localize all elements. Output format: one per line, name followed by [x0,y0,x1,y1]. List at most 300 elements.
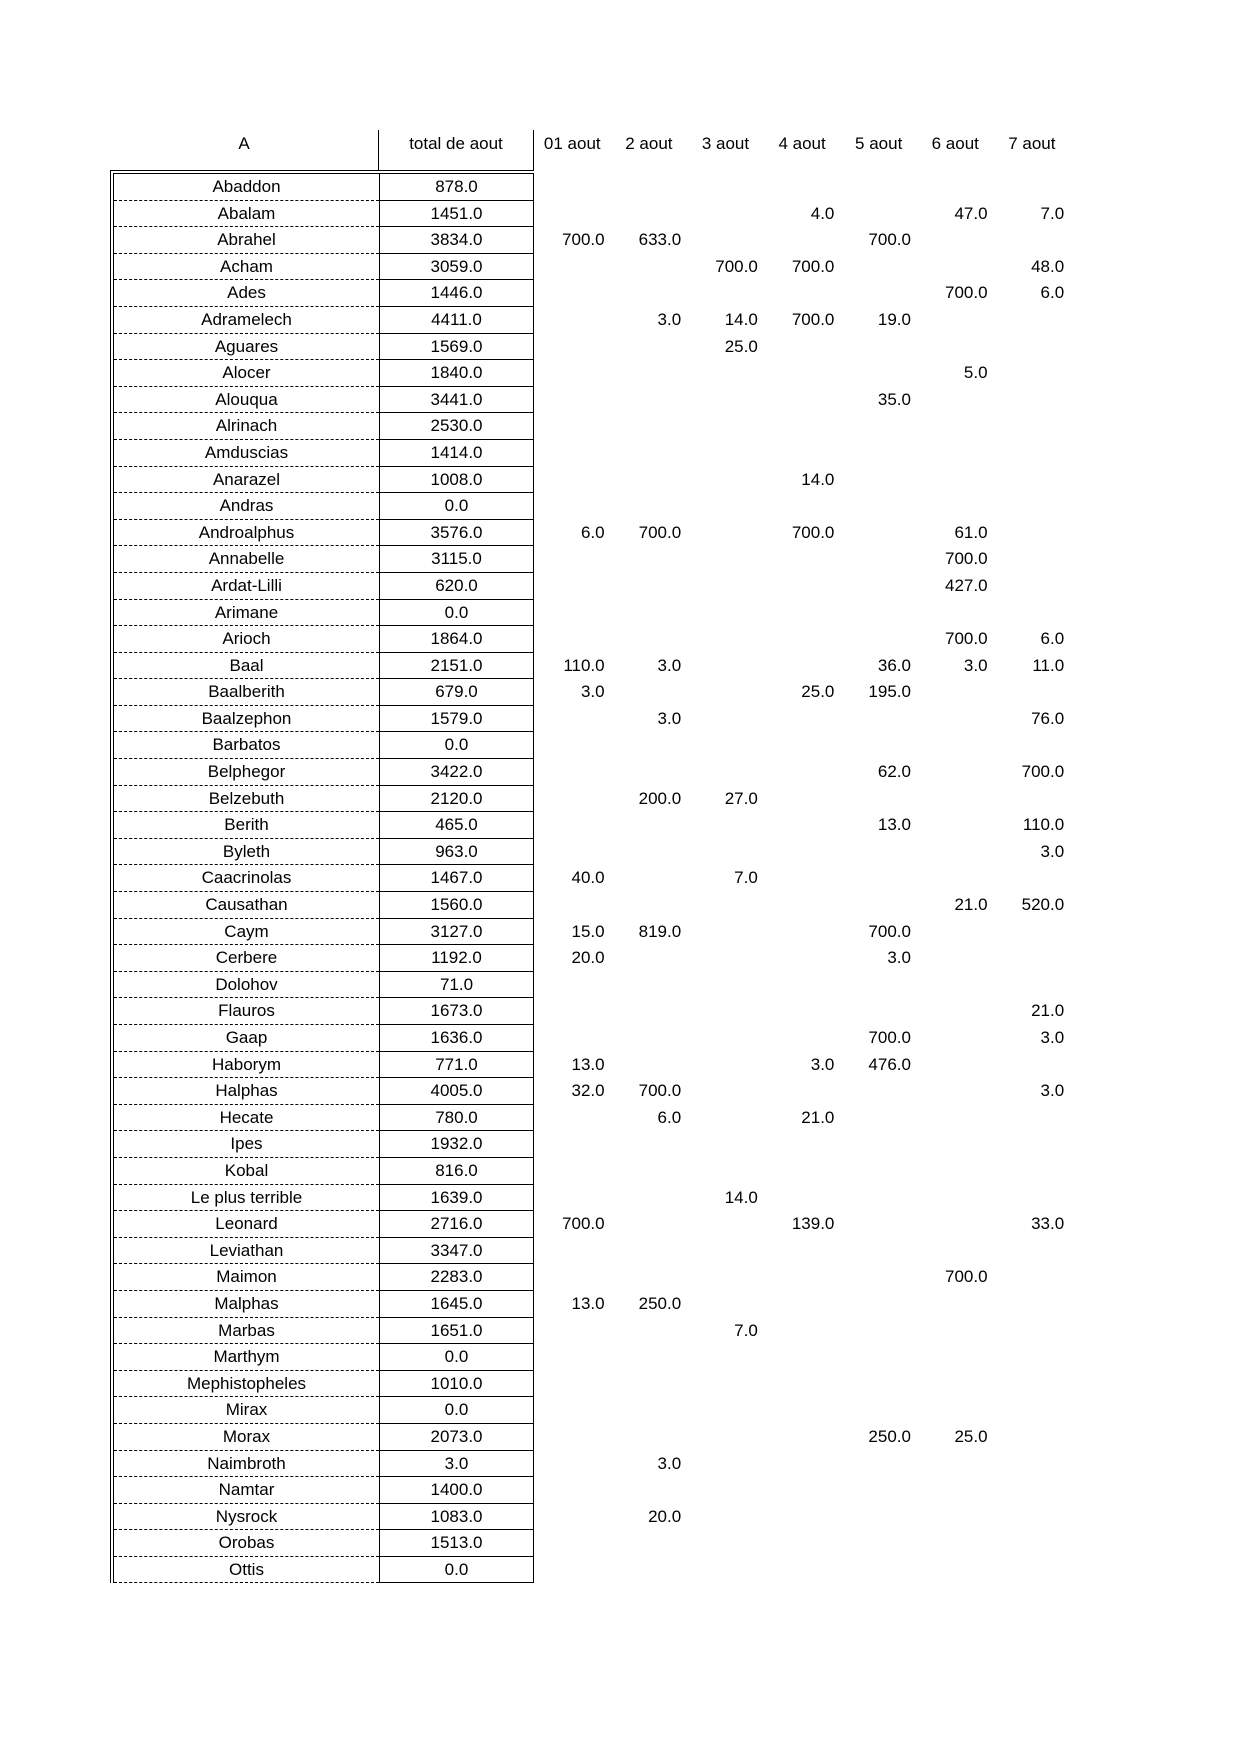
cell-day-4[interactable] [764,1397,841,1424]
cell-day-3[interactable] [687,812,764,839]
cell-day-4[interactable] [764,360,841,387]
cell-day-7[interactable]: 7.0 [1040,203,1065,223]
cell-day-5[interactable]: 3.0 [887,948,911,968]
cell-day-5[interactable]: 36.0 [877,655,911,675]
cell-day-1[interactable] [534,546,611,573]
cell-day-4[interactable] [764,1078,841,1105]
cell-day-7[interactable]: 6.0 [1040,629,1065,649]
cell-day-5[interactable]: 13.0 [877,815,911,835]
cell-day-7[interactable] [994,334,1071,361]
cell-day-7[interactable] [994,1185,1071,1212]
cell-day-7[interactable] [994,1451,1071,1478]
cell-day-6[interactable] [917,998,994,1025]
cell-name[interactable]: Ades [114,280,379,307]
cell-day-2[interactable] [611,1477,688,1504]
cell-name[interactable]: Naimbroth [114,1451,379,1478]
cell-day-7[interactable] [994,786,1071,813]
cell-day-7[interactable] [994,1318,1071,1345]
cell-day-3[interactable] [687,1557,764,1584]
header-cell-day-4[interactable]: 4 aout [778,134,826,153]
cell-day-1[interactable] [534,759,611,786]
cell-day-3[interactable] [687,679,764,706]
cell-day-1[interactable] [534,1371,611,1398]
cell-name[interactable]: Hecate [114,1105,379,1132]
cell-day-5[interactable]: 35.0 [877,389,911,409]
cell-name[interactable]: Annabelle [114,546,379,573]
cell-day-5[interactable] [840,626,917,653]
cell-day-7[interactable] [994,467,1071,494]
cell-total[interactable]: 1008.0 [379,467,534,494]
cell-day-7[interactable] [994,493,1071,520]
cell-day-1[interactable] [534,1504,611,1531]
cell-day-3[interactable] [687,1264,764,1291]
cell-day-3[interactable] [687,1211,764,1238]
cell-day-5[interactable] [840,1131,917,1158]
cell-day-7[interactable] [994,1557,1071,1584]
cell-day-1[interactable] [534,201,611,228]
cell-day-5[interactable] [840,1504,917,1531]
cell-day-5[interactable]: 700.0 [868,230,911,250]
cell-day-1[interactable] [534,1477,611,1504]
cell-day-4[interactable] [764,546,841,573]
cell-day-5[interactable] [840,493,917,520]
cell-day-2[interactable] [611,254,688,281]
cell-day-6[interactable] [917,1025,994,1052]
cell-day-1[interactable] [534,493,611,520]
cell-day-3[interactable] [687,1451,764,1478]
cell-day-2[interactable]: 700.0 [638,1081,682,1101]
cell-day-4[interactable] [764,1504,841,1531]
cell-day-4[interactable]: 700.0 [791,522,835,542]
cell-day-2[interactable] [611,546,688,573]
cell-day-4[interactable] [764,972,841,999]
cell-day-2[interactable] [611,1557,688,1584]
cell-day-5[interactable] [840,1238,917,1265]
cell-day-2[interactable]: 20.0 [648,1506,682,1526]
cell-day-6[interactable]: 700.0 [945,549,988,569]
cell-day-3[interactable] [687,1238,764,1265]
cell-day-5[interactable] [840,706,917,733]
cell-day-6[interactable]: 3.0 [963,655,988,675]
cell-day-4[interactable]: 139.0 [791,1214,835,1234]
cell-name[interactable]: Anarazel [114,467,379,494]
cell-name[interactable]: Malphas [114,1291,379,1318]
cell-day-4[interactable] [764,786,841,813]
cell-day-7[interactable] [994,573,1071,600]
cell-day-5[interactable] [840,1078,917,1105]
cell-day-6[interactable] [917,413,994,440]
cell-total[interactable]: 1651.0 [379,1318,534,1345]
cell-total[interactable]: 1569.0 [379,334,534,361]
cell-day-5[interactable]: 250.0 [868,1426,911,1446]
cell-total[interactable]: 1645.0 [379,1291,534,1318]
cell-day-6[interactable]: 427.0 [945,575,988,595]
cell-day-2[interactable]: 3.0 [657,1453,682,1473]
cell-total[interactable]: 1192.0 [379,945,534,972]
cell-day-1[interactable] [534,972,611,999]
cell-day-5[interactable] [840,786,917,813]
cell-day-2[interactable]: 3.0 [657,655,682,675]
cell-day-6[interactable] [917,1105,994,1132]
cell-name[interactable]: Marbas [114,1318,379,1345]
cell-day-2[interactable] [611,626,688,653]
cell-day-2[interactable] [611,1238,688,1265]
cell-name[interactable]: Baal [114,653,379,680]
cell-day-7[interactable] [994,679,1071,706]
cell-day-7[interactable] [994,1344,1071,1371]
cell-day-4[interactable] [764,1238,841,1265]
cell-day-1[interactable] [534,1238,611,1265]
cell-total[interactable]: 0.0 [379,493,534,520]
cell-day-4[interactable]: 4.0 [810,203,835,223]
cell-day-5[interactable] [840,1318,917,1345]
cell-day-7[interactable]: 110.0 [1022,815,1065,835]
cell-day-4[interactable] [764,1530,841,1557]
cell-day-2[interactable]: 200.0 [638,788,682,808]
cell-day-5[interactable] [840,600,917,627]
cell-day-4[interactable] [764,1185,841,1212]
cell-total[interactable]: 771.0 [379,1052,534,1079]
cell-day-5[interactable]: 19.0 [877,309,911,329]
cell-day-3[interactable] [687,174,764,201]
cell-day-2[interactable] [611,573,688,600]
cell-day-6[interactable] [917,706,994,733]
cell-total[interactable]: 780.0 [379,1105,534,1132]
cell-day-2[interactable] [611,1211,688,1238]
cell-day-6[interactable] [917,307,994,334]
cell-day-1[interactable] [534,1105,611,1132]
cell-day-3[interactable]: 14.0 [724,309,758,329]
cell-day-1[interactable] [534,360,611,387]
cell-day-6[interactable] [917,1185,994,1212]
cell-day-7[interactable] [994,732,1071,759]
cell-day-3[interactable] [687,1504,764,1531]
header-cell-a[interactable]: A [110,130,379,170]
cell-name[interactable]: Aguares [114,334,379,361]
cell-day-1[interactable] [534,1397,611,1424]
cell-day-6[interactable] [917,254,994,281]
cell-day-7[interactable] [994,1504,1071,1531]
cell-day-3[interactable] [687,626,764,653]
cell-day-6[interactable]: 61.0 [954,522,988,542]
cell-name[interactable]: Leonard [114,1211,379,1238]
cell-day-6[interactable] [917,919,994,946]
cell-day-2[interactable] [611,1131,688,1158]
cell-day-7[interactable]: 21.0 [1031,1001,1065,1021]
cell-day-3[interactable] [687,440,764,467]
cell-name[interactable]: Ottis [114,1557,379,1584]
cell-day-1[interactable] [534,1557,611,1584]
cell-day-5[interactable] [840,865,917,892]
cell-day-4[interactable] [764,387,841,414]
cell-day-3[interactable]: 27.0 [724,788,758,808]
cell-day-1[interactable] [534,626,611,653]
cell-day-6[interactable] [917,1211,994,1238]
cell-day-4[interactable] [764,1158,841,1185]
cell-total[interactable]: 1083.0 [379,1504,534,1531]
cell-day-7[interactable] [994,413,1071,440]
cell-day-2[interactable] [611,413,688,440]
cell-day-5[interactable] [840,1530,917,1557]
cell-name[interactable]: Caacrinolas [114,865,379,892]
cell-name[interactable]: Morax [114,1424,379,1451]
cell-name[interactable]: Berith [114,812,379,839]
cell-name[interactable]: Abalam [114,201,379,228]
cell-day-5[interactable] [840,520,917,547]
cell-total[interactable]: 1840.0 [379,360,534,387]
cell-day-1[interactable] [534,600,611,627]
cell-day-1[interactable] [534,998,611,1025]
cell-day-5[interactable] [840,732,917,759]
cell-day-6[interactable] [917,467,994,494]
cell-day-5[interactable]: 195.0 [868,682,911,702]
cell-total[interactable]: 3422.0 [379,759,534,786]
cell-total[interactable]: 3.0 [379,1451,534,1478]
cell-day-1[interactable] [534,706,611,733]
cell-day-5[interactable] [840,1397,917,1424]
cell-day-4[interactable] [764,706,841,733]
cell-day-3[interactable] [687,493,764,520]
cell-day-7[interactable]: 48.0 [1031,256,1065,276]
cell-day-4[interactable]: 3.0 [810,1054,835,1074]
cell-day-5[interactable] [840,413,917,440]
cell-day-3[interactable] [687,706,764,733]
cell-total[interactable]: 1579.0 [379,706,534,733]
cell-day-5[interactable] [840,546,917,573]
cell-day-5[interactable] [840,1344,917,1371]
cell-day-1[interactable] [534,1451,611,1478]
cell-day-5[interactable] [840,1158,917,1185]
cell-day-7[interactable]: 33.0 [1031,1214,1065,1234]
cell-day-3[interactable] [687,1025,764,1052]
cell-total[interactable]: 0.0 [379,1397,534,1424]
cell-day-2[interactable] [611,1397,688,1424]
cell-day-4[interactable]: 700.0 [791,256,835,276]
cell-total[interactable]: 2283.0 [379,1264,534,1291]
cell-day-7[interactable] [994,387,1071,414]
cell-name[interactable]: Orobas [114,1530,379,1557]
cell-day-2[interactable] [611,1158,688,1185]
cell-day-4[interactable] [764,280,841,307]
cell-day-6[interactable] [917,945,994,972]
cell-total[interactable]: 1451.0 [379,201,534,228]
cell-day-3[interactable] [687,759,764,786]
cell-total[interactable]: 1400.0 [379,1477,534,1504]
cell-day-5[interactable] [840,360,917,387]
cell-day-1[interactable] [534,387,611,414]
cell-day-7[interactable] [994,360,1071,387]
cell-day-2[interactable]: 3.0 [657,708,682,728]
cell-day-7[interactable] [994,174,1071,201]
cell-day-7[interactable] [994,1291,1071,1318]
cell-total[interactable]: 1639.0 [379,1185,534,1212]
cell-day-2[interactable] [611,972,688,999]
cell-day-2[interactable] [611,1530,688,1557]
cell-day-4[interactable] [764,812,841,839]
header-cell-total[interactable]: total de aout [379,130,534,170]
cell-name[interactable]: Abrahel [114,227,379,254]
cell-day-2[interactable] [611,892,688,919]
cell-day-3[interactable]: 7.0 [734,868,758,888]
cell-day-2[interactable] [611,998,688,1025]
cell-day-2[interactable] [611,1185,688,1212]
cell-day-3[interactable] [687,546,764,573]
cell-name[interactable]: Ipes [114,1131,379,1158]
cell-day-4[interactable] [764,174,841,201]
cell-day-1[interactable]: 700.0 [562,230,605,250]
cell-day-3[interactable] [687,1371,764,1398]
cell-name[interactable]: Maimon [114,1264,379,1291]
cell-name[interactable]: Baalzephon [114,706,379,733]
cell-name[interactable]: Leviathan [114,1238,379,1265]
cell-name[interactable]: Halphas [114,1078,379,1105]
cell-day-5[interactable] [840,839,917,866]
cell-name[interactable]: Adramelech [114,307,379,334]
cell-day-1[interactable] [534,174,611,201]
cell-day-4[interactable] [764,919,841,946]
cell-day-2[interactable] [611,1025,688,1052]
cell-day-6[interactable] [917,334,994,361]
cell-day-5[interactable] [840,201,917,228]
cell-total[interactable]: 4411.0 [379,307,534,334]
cell-name[interactable]: Belzebuth [114,786,379,813]
cell-day-1[interactable] [534,1131,611,1158]
cell-name[interactable]: Byleth [114,839,379,866]
cell-day-3[interactable] [687,1105,764,1132]
cell-day-2[interactable]: 819.0 [638,921,682,941]
cell-day-4[interactable] [764,573,841,600]
cell-day-7[interactable] [994,1158,1071,1185]
cell-day-7[interactable] [994,1397,1071,1424]
cell-day-4[interactable] [764,892,841,919]
cell-day-3[interactable]: 14.0 [724,1187,758,1207]
cell-total[interactable]: 465.0 [379,812,534,839]
cell-day-2[interactable] [611,1424,688,1451]
cell-day-4[interactable] [764,1264,841,1291]
cell-name[interactable]: Baalberith [114,679,379,706]
cell-day-4[interactable] [764,1318,841,1345]
cell-total[interactable]: 1446.0 [379,280,534,307]
cell-total[interactable]: 3834.0 [379,227,534,254]
cell-day-6[interactable] [917,865,994,892]
cell-day-6[interactable] [917,1052,994,1079]
header-cell-day-5[interactable]: 5 aout [855,134,903,153]
cell-total[interactable]: 1513.0 [379,1530,534,1557]
cell-name[interactable]: Gaap [114,1025,379,1052]
cell-total[interactable]: 0.0 [379,600,534,627]
cell-day-5[interactable] [840,1371,917,1398]
cell-day-2[interactable]: 250.0 [638,1293,682,1313]
cell-day-5[interactable] [840,440,917,467]
cell-day-1[interactable]: 700.0 [562,1214,605,1234]
cell-name[interactable]: Le plus terrible [114,1185,379,1212]
cell-name[interactable]: Mirax [114,1397,379,1424]
cell-name[interactable]: Alocer [114,360,379,387]
cell-day-4[interactable]: 700.0 [791,309,835,329]
cell-day-3[interactable]: 25.0 [724,336,758,356]
cell-day-6[interactable]: 25.0 [954,1426,988,1446]
cell-day-3[interactable] [687,972,764,999]
cell-day-3[interactable]: 7.0 [734,1320,758,1340]
cell-day-4[interactable] [764,626,841,653]
cell-name[interactable]: Arimane [114,600,379,627]
cell-day-2[interactable] [611,1318,688,1345]
cell-name[interactable]: Acham [114,254,379,281]
cell-day-1[interactable] [534,732,611,759]
cell-day-4[interactable] [764,413,841,440]
cell-day-1[interactable] [534,1158,611,1185]
cell-day-2[interactable] [611,1344,688,1371]
cell-day-3[interactable] [687,998,764,1025]
cell-name[interactable]: Andras [114,493,379,520]
cell-day-4[interactable] [764,653,841,680]
cell-day-3[interactable] [687,1158,764,1185]
cell-day-4[interactable] [764,440,841,467]
cell-name[interactable]: Alrinach [114,413,379,440]
cell-day-6[interactable] [917,1318,994,1345]
cell-day-1[interactable] [534,307,611,334]
cell-day-7[interactable]: 6.0 [1040,283,1065,303]
cell-day-1[interactable] [534,413,611,440]
cell-day-5[interactable]: 62.0 [877,762,911,782]
cell-total[interactable]: 3127.0 [379,919,534,946]
cell-day-6[interactable] [917,174,994,201]
header-cell-day-1[interactable]: 01 aout [543,134,601,153]
cell-day-1[interactable] [534,786,611,813]
cell-day-7[interactable] [994,1530,1071,1557]
cell-day-4[interactable] [764,1025,841,1052]
cell-name[interactable]: Causathan [114,892,379,919]
cell-day-7[interactable]: 3.0 [1040,1028,1065,1047]
cell-day-4[interactable] [764,732,841,759]
cell-total[interactable]: 2073.0 [379,1424,534,1451]
cell-day-3[interactable] [687,573,764,600]
cell-day-7[interactable] [994,600,1071,627]
cell-total[interactable]: 1932.0 [379,1131,534,1158]
cell-day-6[interactable] [917,679,994,706]
cell-day-2[interactable]: 6.0 [657,1107,682,1127]
cell-total[interactable]: 1414.0 [379,440,534,467]
cell-day-5[interactable] [840,1264,917,1291]
cell-total[interactable]: 1636.0 [379,1025,534,1052]
cell-day-4[interactable] [764,865,841,892]
cell-day-7[interactable]: 11.0 [1032,655,1065,675]
cell-total[interactable]: 1864.0 [379,626,534,653]
cell-day-2[interactable] [611,493,688,520]
cell-day-3[interactable] [687,413,764,440]
cell-total[interactable]: 1010.0 [379,1371,534,1398]
cell-day-1[interactable] [534,467,611,494]
cell-day-3[interactable] [687,919,764,946]
cell-day-1[interactable]: 15.0 [571,921,605,941]
cell-day-3[interactable] [687,1424,764,1451]
cell-day-7[interactable]: 3.0 [1040,841,1065,861]
cell-day-3[interactable] [687,1397,764,1424]
cell-day-1[interactable] [534,280,611,307]
cell-name[interactable]: Mephistopheles [114,1371,379,1398]
cell-day-1[interactable]: 6.0 [580,522,605,542]
cell-day-5[interactable] [840,1105,917,1132]
cell-day-6[interactable] [917,1451,994,1478]
cell-day-4[interactable] [764,1557,841,1584]
cell-day-5[interactable] [840,174,917,201]
cell-name[interactable]: Alouqua [114,387,379,414]
cell-day-4[interactable] [764,1451,841,1478]
cell-day-5[interactable] [840,280,917,307]
cell-day-4[interactable] [764,945,841,972]
cell-name[interactable]: Belphegor [114,759,379,786]
cell-name[interactable]: Caym [114,919,379,946]
